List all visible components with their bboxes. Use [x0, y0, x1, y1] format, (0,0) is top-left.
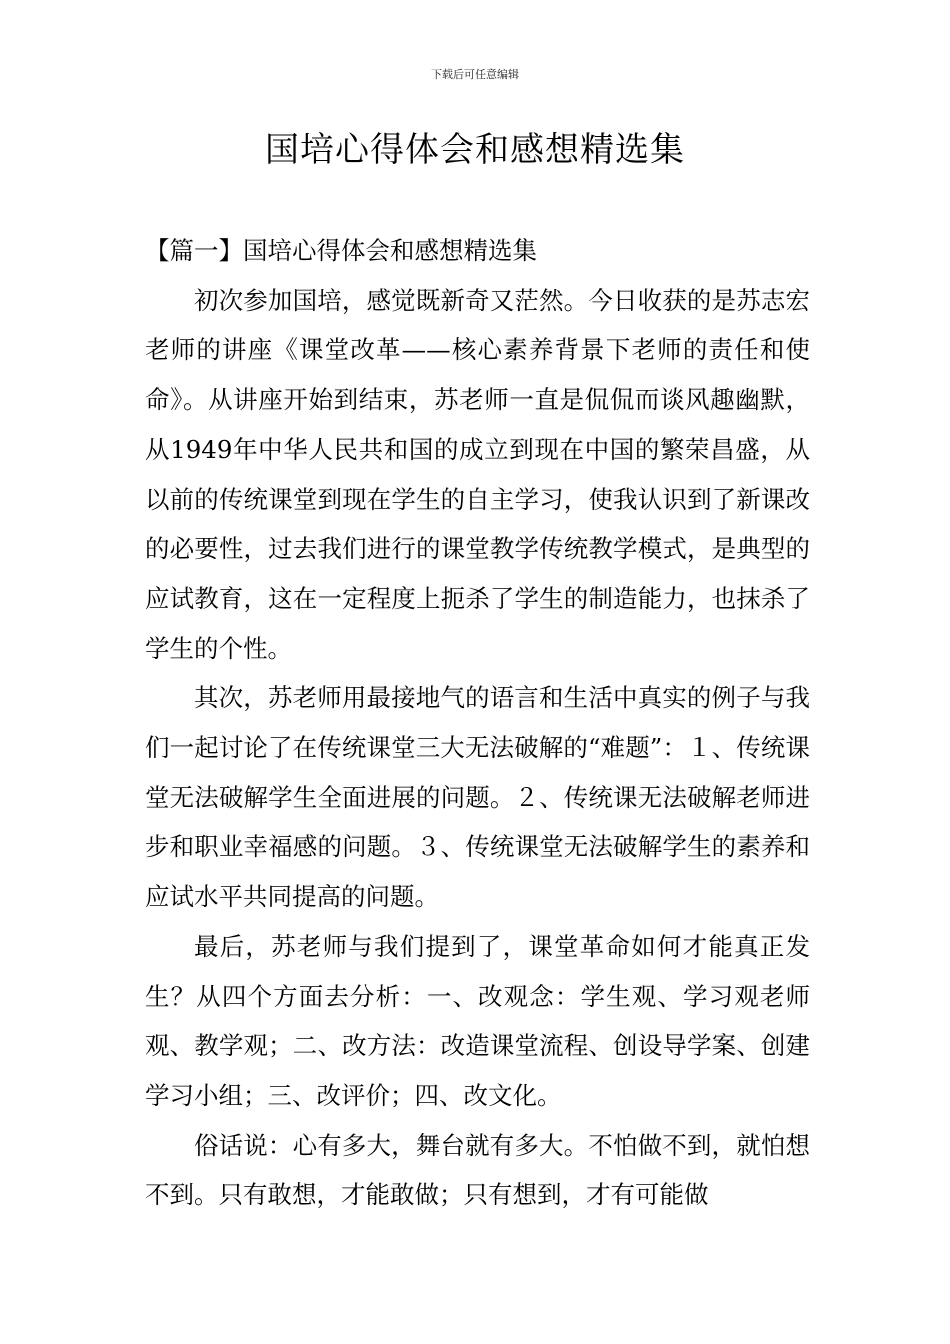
section-heading: 【篇一】国培心得体会和感想精选集 — [145, 236, 537, 265]
paragraph-2: 其次，苏老师用最接地气的语言和生活中真实的例子与我们一起讨论了在传统课堂三大无法破解的“难题”：１、传统课堂无法破解学生全面进展的问题。２、传统课无法破解老师进步和职业幸福感的问题。３、传统课堂无法破解学生的素养和应试水平共同提高的问题。 — [145, 683, 810, 912]
header-note: 下载后可任意编辑 — [431, 68, 519, 81]
document-title: 国培心得体会和感想精选集 — [265, 130, 685, 170]
document-body — [145, 226, 810, 1220]
paragraph-1: 初次参加国培，感觉既新奇又茫然。今日收获的是苏志宏老师的讲座《课堂改革——核心素养背景下老师的责任和使命》。从讲座开始到结束，苏老师一直是侃侃而谈风趣幽默，从1949年中华人民共和国的成立到现在中国的繁荣昌盛，从以前的传统课堂到现在学生的自主学习，使我认识到了新课改的必要性，过去我们进行的课堂教学传统教学模式，是典型的应试教育，这在一定程度上扼杀了学生的制造能力，也抹杀了学生的个性。 — [145, 285, 810, 663]
paragraph-3: 最后，苏老师与我们提到了，课堂革命如何才能真正发生？从四个方面去分析：一、改观念：学生观、学习观老师观、教学观；二、改方法：改造课堂流程、创设导学案、创建学习小组；三、改评价；四、改文化。 — [145, 931, 810, 1110]
paragraph-4: 俗话说：心有多大，舞台就有多大。不怕做不到，就怕想不到。只有敢想，才能敢做；只有想到，才有可能做 — [145, 1130, 810, 1210]
